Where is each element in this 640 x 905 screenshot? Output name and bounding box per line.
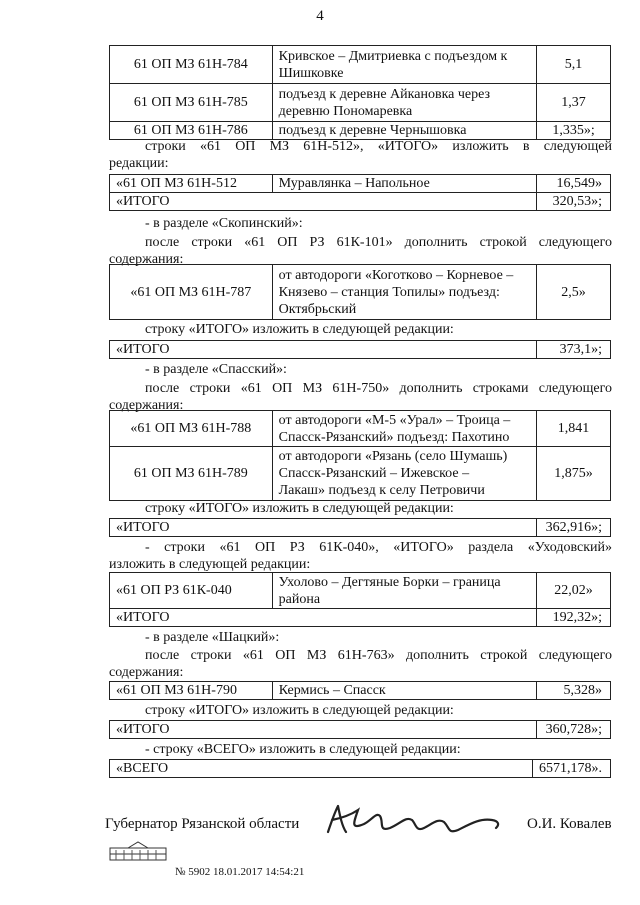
roads-table-8 xyxy=(109,681,611,700)
signatory-name: О.И. Ковалев xyxy=(527,816,612,832)
paragraph-text: строку «ИТОГО» изложить в следующей редакции: xyxy=(145,703,454,718)
total-value: 320,53»; xyxy=(537,193,611,211)
paragraph-text: изложить в следующей редакции: xyxy=(109,557,311,572)
road-code: 61 ОП МЗ 61Н-784 xyxy=(110,46,273,84)
road-code: «61 ОП МЗ 61Н-788 xyxy=(110,411,273,447)
roads-table-2 xyxy=(109,174,611,211)
document-registration-number: № 5902 18.01.2017 14:54:21 xyxy=(175,866,305,878)
table-row xyxy=(110,519,611,537)
road-length: 5,1 xyxy=(537,46,611,84)
section-heading: - в разделе «Шацкий»: xyxy=(145,630,280,645)
paragraph-text: содержания: xyxy=(109,252,184,267)
road-name: от автодороги «М-5 «Урал» – Троица – Спасск-Рязанский» подъезд: Пахотино xyxy=(272,411,536,447)
grand-total-label: «ВСЕГО xyxy=(110,760,533,778)
table-row xyxy=(110,265,611,320)
road-code: «61 ОП МЗ 61Н-790 xyxy=(110,682,273,700)
road-name: подъезд к деревне Чернышовка xyxy=(272,122,536,140)
section-heading: - в разделе «Спасский»: xyxy=(145,362,287,377)
table-row xyxy=(110,84,611,122)
paragraph-text: - строки «61 ОП РЗ 61К-040», «ИТОГО» раздела «Уходовский» xyxy=(145,540,612,555)
table-row xyxy=(110,46,611,84)
road-name: подъезд к деревне Айкановка через деревню Пономаревка xyxy=(272,84,536,122)
total-value: 362,916»; xyxy=(537,519,611,537)
road-length: 2,5» xyxy=(537,265,611,320)
road-length: 1,37 xyxy=(537,84,611,122)
section-heading: - в разделе «Скопинский»: xyxy=(145,216,303,231)
road-code: «61 ОП МЗ 61Н-512 xyxy=(110,175,273,193)
page-number: 4 xyxy=(316,8,324,24)
road-length: 1,841 xyxy=(537,411,611,447)
roads-table-7 xyxy=(109,572,611,627)
total-label: «ИТОГО xyxy=(110,193,537,211)
table-row xyxy=(110,411,611,447)
paragraph-text: строки «61 ОП МЗ 61Н-512», «ИТОГО» изложить в следующей xyxy=(145,139,612,154)
roads-table-3 xyxy=(109,264,611,320)
paragraph-text: после строки «61 ОП МЗ 61Н-763» дополнить строкой следующего xyxy=(145,648,612,663)
road-code: 61 ОП МЗ 61Н-786 xyxy=(110,122,273,140)
paragraph-text: после строки «61 ОП МЗ 61Н-750» дополнить строками следующего xyxy=(145,381,612,396)
grand-total-value: 6571,178». xyxy=(533,760,611,778)
table-row xyxy=(110,609,611,627)
total-label: «ИТОГО xyxy=(110,609,537,627)
table-row xyxy=(110,721,611,739)
road-name: Муравлянка – Напольное xyxy=(272,175,536,193)
paragraph-text: - строку «ВСЕГО» изложить в следующей редакции: xyxy=(145,742,461,757)
table-row xyxy=(110,760,611,778)
table-row xyxy=(110,341,611,359)
road-length: 22,02» xyxy=(537,573,611,609)
roads-table-9 xyxy=(109,720,611,739)
paragraph-text: после строки «61 ОП РЗ 61К-101» дополнить строкой следующего xyxy=(145,235,612,250)
total-value: 360,728»; xyxy=(537,721,611,739)
road-name: от автодороги «Коготково – Корневое – Князево – станция Топилы» подъезд: Октябрьский xyxy=(272,265,536,320)
road-name: Кермись – Спасск xyxy=(272,682,536,700)
road-length: 1,335»; xyxy=(537,122,611,140)
table-row xyxy=(110,122,611,140)
signatory-title: Губернатор Рязанской области xyxy=(105,816,300,832)
total-label: «ИТОГО xyxy=(110,519,537,537)
total-label: «ИТОГО xyxy=(110,341,537,359)
road-code: 61 ОП МЗ 61Н-785 xyxy=(110,84,273,122)
road-code: «61 ОП РЗ 61К-040 xyxy=(110,573,273,609)
total-label: «ИТОГО xyxy=(110,721,537,739)
road-length: 5,328» xyxy=(537,682,611,700)
roads-table-4 xyxy=(109,340,611,359)
paragraph-text: строку «ИТОГО» изложить в следующей редакции: xyxy=(145,322,454,337)
table-row xyxy=(110,682,611,700)
table-row xyxy=(110,573,611,609)
road-name: Ухолово – Дегтяные Борки – граница района xyxy=(272,573,536,609)
total-value: 373,1»; xyxy=(537,341,611,359)
roads-table-10 xyxy=(109,759,611,778)
road-length: 16,549» xyxy=(537,175,611,193)
table-row xyxy=(110,175,611,193)
road-code: 61 ОП МЗ 61Н-789 xyxy=(110,447,273,501)
road-code: «61 ОП МЗ 61Н-787 xyxy=(110,265,273,320)
road-name: от автодороги «Рязань (село Шумашь) Спасск-Рязанский – Ижевское – Лакаш» подъезд к селу Петровичи xyxy=(272,447,536,501)
road-name: Кривское – Дмитриевка с подъездом к Шишковке xyxy=(272,46,536,84)
roads-table-6 xyxy=(109,518,611,537)
road-length: 1,875» xyxy=(537,447,611,501)
paragraph-text: содержания: xyxy=(109,398,184,413)
table-row xyxy=(110,193,611,211)
total-value: 192,32»; xyxy=(537,609,611,627)
roads-table-1 xyxy=(109,45,611,140)
building-emblem-icon xyxy=(108,840,168,862)
table-row xyxy=(110,447,611,501)
roads-table-5 xyxy=(109,410,611,501)
handwritten-signature xyxy=(320,798,520,843)
paragraph-text: редакции: xyxy=(109,156,169,171)
paragraph-text: строку «ИТОГО» изложить в следующей редакции: xyxy=(145,501,454,516)
paragraph-text: содержания: xyxy=(109,665,184,680)
